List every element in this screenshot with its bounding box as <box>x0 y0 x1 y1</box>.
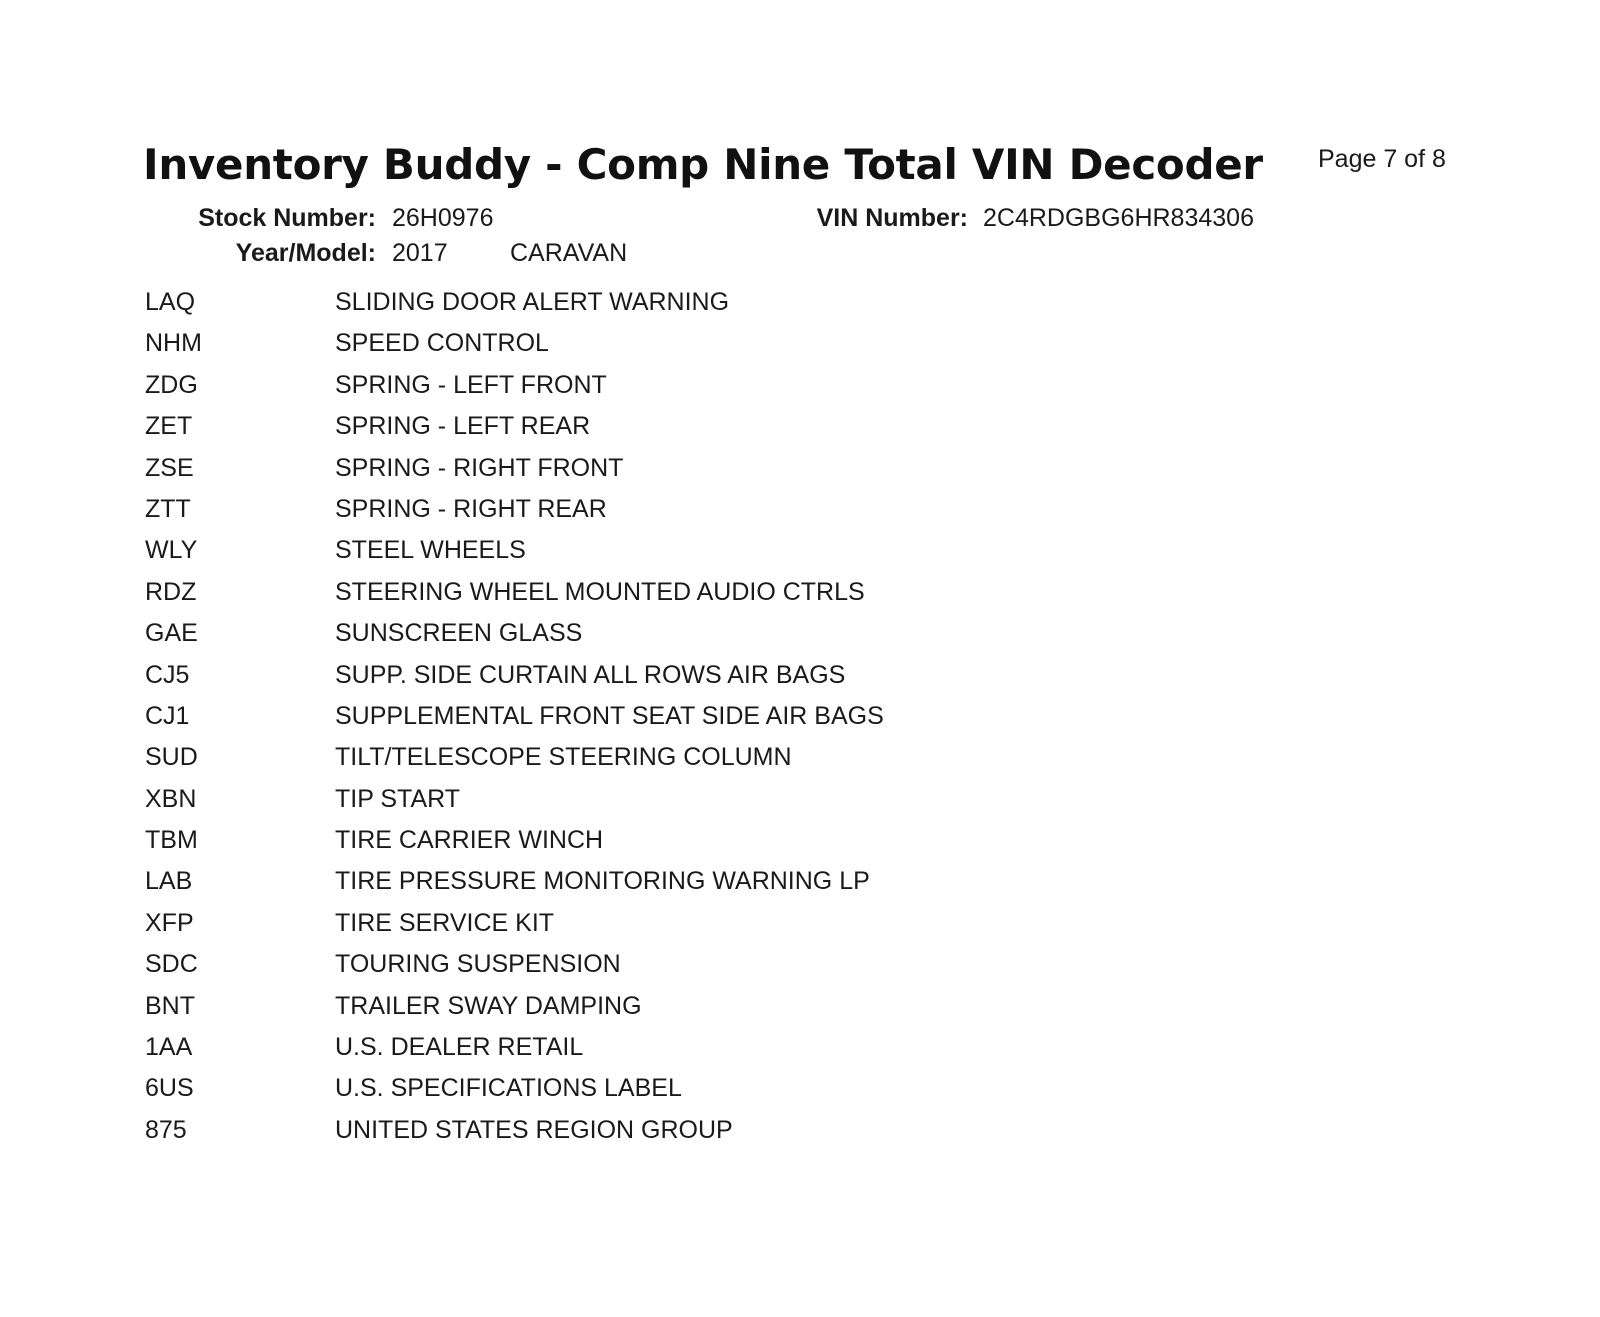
option-code: GAE <box>145 619 198 648</box>
vin-number-label: VIN Number: <box>816 204 968 232</box>
option-code: ZSE <box>145 453 194 482</box>
page-title: Inventory Buddy - Comp Nine Total VIN Decoder <box>143 140 1263 189</box>
option-code: 1AA <box>145 1033 193 1062</box>
option-description: SPRING - RIGHT FRONT <box>335 453 624 482</box>
option-code: TBM <box>145 826 198 855</box>
options-list <box>145 288 1145 1157</box>
vin-number-value: 2C4RDGBG6HR834306 <box>983 204 1254 232</box>
option-code: SUD <box>145 743 198 772</box>
option-row <box>145 619 1145 660</box>
option-row <box>145 909 1145 950</box>
option-code: XBN <box>145 784 197 813</box>
option-description: STEERING WHEEL MOUNTED AUDIO CTRLS <box>335 577 865 606</box>
option-description: SUNSCREEN GLASS <box>335 619 583 648</box>
option-code: ZDG <box>145 370 198 399</box>
option-row <box>145 1116 1145 1157</box>
option-description: SLIDING DOOR ALERT WARNING <box>335 288 730 316</box>
option-description: TILT/TELESCOPE STEERING COLUMN <box>335 743 792 772</box>
option-code: WLY <box>145 536 198 565</box>
option-row <box>145 1033 1145 1074</box>
option-code: 6US <box>145 1074 194 1103</box>
option-row <box>145 1074 1145 1115</box>
option-description: UNITED STATES REGION GROUP <box>335 1115 733 1144</box>
option-description: U.S. SPECIFICATIONS LABEL <box>335 1074 682 1103</box>
option-code: CJ1 <box>145 701 190 730</box>
option-row <box>145 536 1145 577</box>
stock-number-label: Stock Number: <box>198 204 376 232</box>
option-code: LAQ <box>145 288 196 316</box>
option-description: TIRE PRESSURE MONITORING WARNING LP <box>335 867 870 896</box>
year-value: 2017 <box>392 239 448 267</box>
option-code: 875 <box>145 1115 187 1144</box>
option-row <box>145 992 1145 1033</box>
option-row <box>145 412 1145 453</box>
option-code: SDC <box>145 950 198 979</box>
option-code: XFP <box>145 908 194 937</box>
option-code: ZTT <box>145 494 191 523</box>
option-code: CJ5 <box>145 660 190 689</box>
option-description: TOURING SUSPENSION <box>335 950 621 979</box>
option-description: TIRE SERVICE KIT <box>335 908 555 937</box>
option-row <box>145 454 1145 495</box>
option-description: SUPPLEMENTAL FRONT SEAT SIDE AIR BAGS <box>335 701 884 730</box>
option-description: TIRE CARRIER WINCH <box>335 826 604 855</box>
option-code: BNT <box>145 991 195 1020</box>
option-row <box>145 495 1145 536</box>
option-description: SPRING - LEFT FRONT <box>335 370 607 399</box>
option-description: STEEL WHEELS <box>335 536 526 565</box>
option-row <box>145 661 1145 702</box>
option-description: TRAILER SWAY DAMPING <box>335 991 642 1020</box>
page-indicator: Page 7 of 8 <box>1318 145 1446 173</box>
option-row <box>145 329 1145 370</box>
option-code: LAB <box>145 867 193 896</box>
option-row <box>145 950 1145 991</box>
option-code: RDZ <box>145 577 197 606</box>
option-description: SUPP. SIDE CURTAIN ALL ROWS AIR BAGS <box>335 660 846 689</box>
model-value: CARAVAN <box>510 239 628 267</box>
option-row <box>145 578 1145 619</box>
option-row <box>145 288 1145 329</box>
option-description: SPRING - LEFT REAR <box>335 412 591 441</box>
option-code: NHM <box>145 329 202 358</box>
stock-number-value: 26H0976 <box>392 204 494 232</box>
option-row <box>145 867 1145 908</box>
option-description: SPEED CONTROL <box>335 329 549 358</box>
option-description: U.S. DEALER RETAIL <box>335 1033 584 1062</box>
option-description: SPRING - RIGHT REAR <box>335 494 607 523</box>
option-row <box>145 702 1145 743</box>
option-code: ZET <box>145 412 193 441</box>
option-row <box>145 371 1145 412</box>
option-row <box>145 743 1145 784</box>
option-description: TIP START <box>335 784 461 813</box>
option-row <box>145 826 1145 867</box>
option-row <box>145 785 1145 826</box>
year-model-label: Year/Model: <box>235 239 376 267</box>
